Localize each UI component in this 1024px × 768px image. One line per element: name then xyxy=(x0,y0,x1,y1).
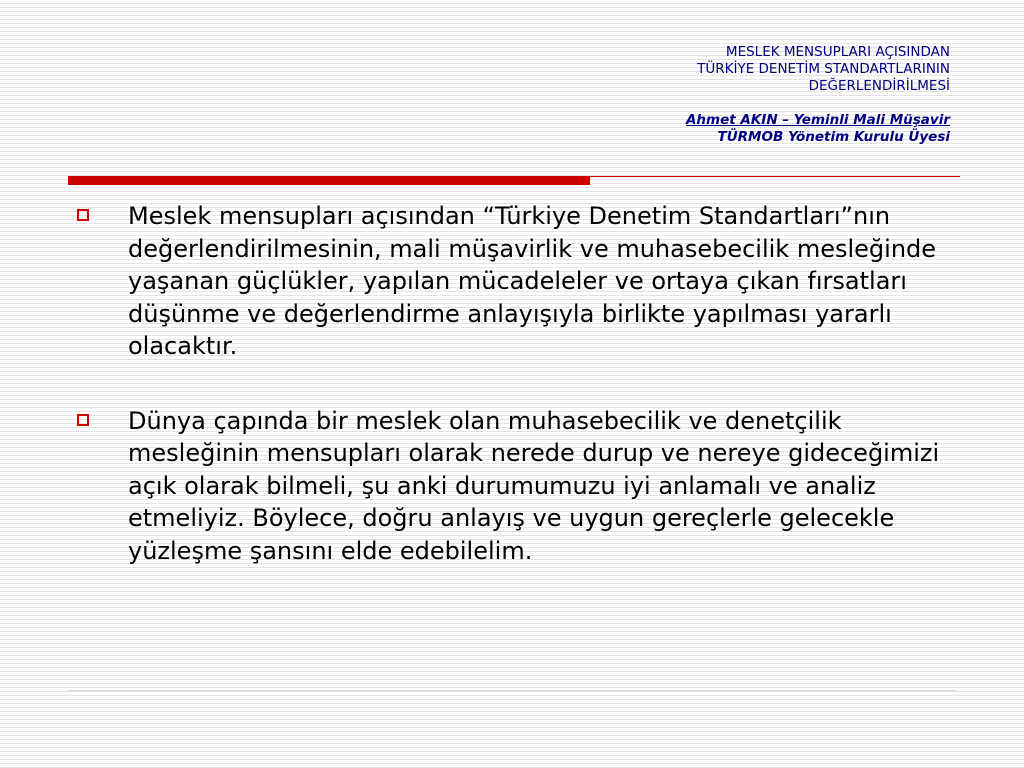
bullet-item xyxy=(72,405,962,568)
header-author: Ahmet AKIN – Yeminli Mali Müşavir xyxy=(685,112,950,128)
hollow-square-bullet-icon xyxy=(77,209,89,221)
slide-header xyxy=(350,44,950,146)
header-spacer xyxy=(350,95,950,112)
footer-rule xyxy=(68,690,956,691)
slide-content xyxy=(72,200,962,609)
header-thin-rule xyxy=(590,176,960,177)
hollow-square-bullet-icon xyxy=(77,414,89,426)
bullet-item xyxy=(72,200,962,363)
bullet-text: Meslek mensupları açısından “Türkiye Denetim Standartları”nın değerlendirilmesinin, mali müşavirlik ve muhasebecilik mesleğinde yaşanan güçlükler, yapılan mücadeleler ve ortaya çıkan fırsatları düşünme ve değerlendirme anlayışıyla birlikte yapılması yararlı olacaktır. xyxy=(128,202,937,360)
header-title-line-2: TÜRKİYE DENETİM STANDARTLARININ xyxy=(697,61,950,77)
header-organization: TÜRMOB Yönetim Kurulu Üyesi xyxy=(717,129,950,145)
header-title-line-3: DEĞERLENDİRİLMESİ xyxy=(808,78,950,94)
header-title-line-1: MESLEK MENSUPLARI AÇISINDAN xyxy=(725,44,950,60)
bullet-text: Dünya çapında bir meslek olan muhasebecilik ve denetçilik mesleğinin mensupları olarak nerede durup ve nereye gideceğimizi açık olarak bilmeli, şu anki durumumuzu iyi anlamalı ve analiz etmeliyiz. Böylece, doğru anlayış ve uygun gereçlerle gelecekle yüzleşme şansını elde edebilelim. xyxy=(128,406,940,565)
header-red-bar xyxy=(68,176,590,185)
